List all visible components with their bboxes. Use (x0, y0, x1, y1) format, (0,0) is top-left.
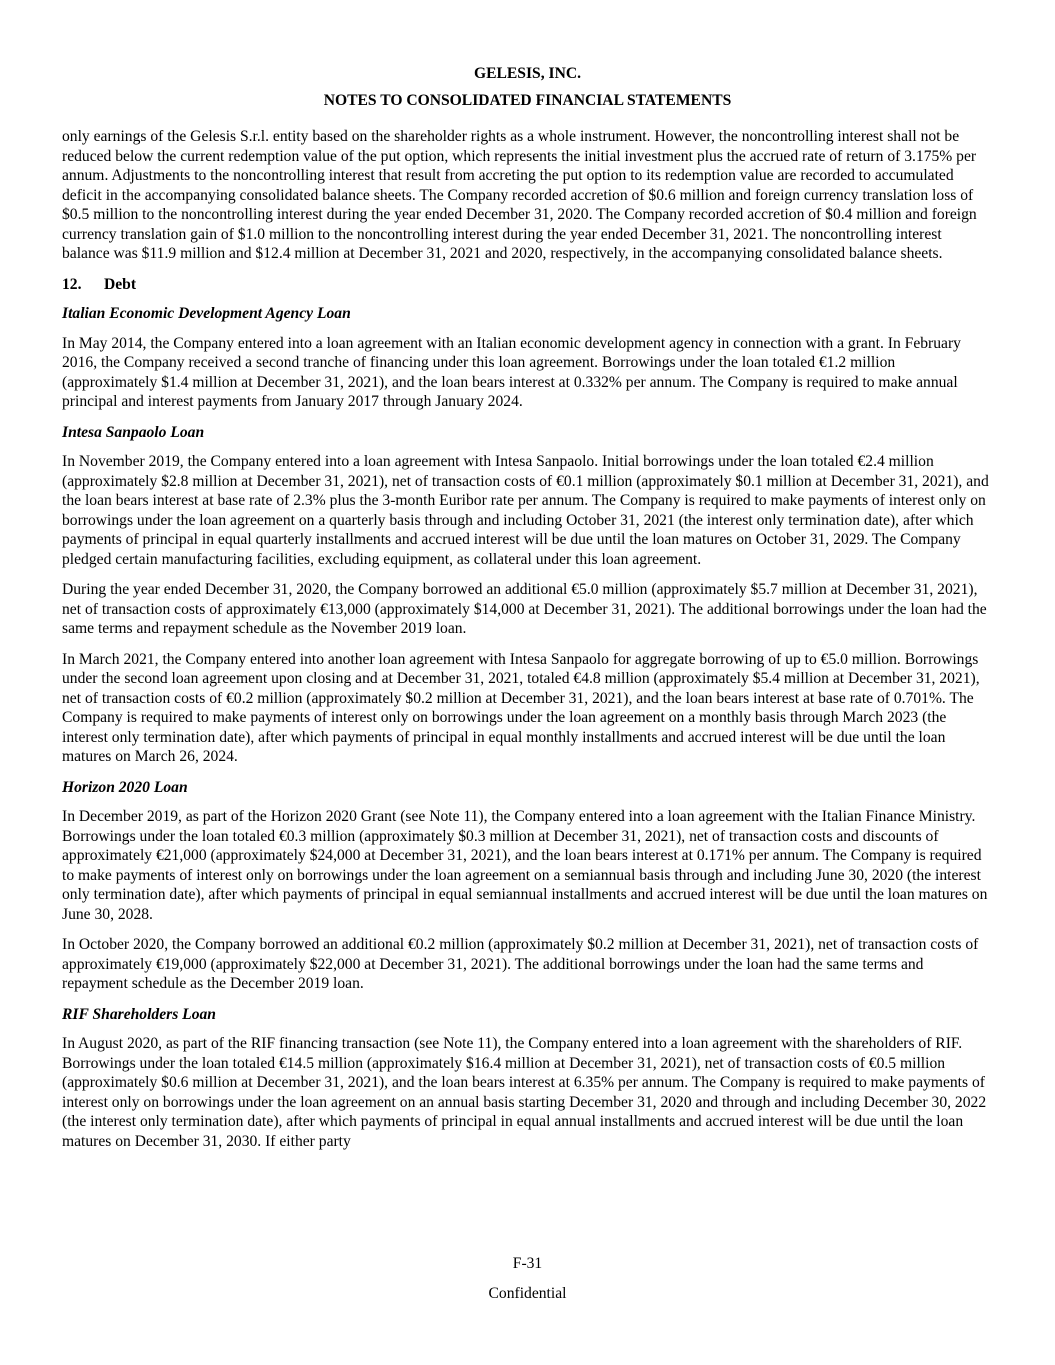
horizon-loan-paragraph-1: In December 2019, as part of the Horizon 2020 Grant (see Note 11), the Company entered into a loan agreement with the Italian Finance Ministry. Borrowings under the loan totaled €0.3 million (approximately $0.3 million at December 31, 2021), net of transaction costs and discounts of approximately €21,000 (approximately $24,000 at December 31, 2021), and the loan bears interest at 0.171% per annum. The Company is required to make payments of interest only on borrowings under the loan agreement on a semiannual basis through and including June 30, 2020 (the interest only termination date), after which payments of principal in equal semiannual installments and accrued interest will be due until the loan matures on June 30, 2028. (62, 808, 988, 923)
intesa-loan-heading: Intesa Sanpaolo Loan (62, 423, 205, 441)
company-name: GELESIS, INC. (473, 65, 582, 82)
italian-loan-heading: Italian Economic Development Agency Loan (62, 305, 351, 322)
page-subtitle: NOTES TO CONSOLIDATED FINANCIAL STATEMENTS (323, 92, 732, 109)
rif-loan-heading: RIF Shareholders Loan (62, 1005, 216, 1023)
horizon-loan-paragraph-2: In October 2020, the Company borrowed an additional €0.2 million (approximately $0.2 million at December 31, 2021), net of transaction costs of approximately €19,000 (approximately $22,000 at December 31, 2021). The additional borrowings under the loan had the same terms and repayment schedule as the December 2019 loan. (62, 936, 979, 992)
section-heading (62, 275, 992, 295)
intesa-loan-paragraph-2: During the year ended December 31, 2020, the Company borrowed an additional €5.0 million (approximately $5.7 million at December 31, 2021), net of transaction costs of approximately €13,000 (approximately $14,000 at December 31, 2021). The additional borrowings under the loan had the same terms and repayment schedule as the November 2019 loan. (62, 581, 987, 637)
intro-paragraph: only earnings of the Gelesis S.r.l. entity based on the shareholder rights as a whole instrument. However, the noncontrolling interest shall not be reduced below the current redemption value of the put option, which represents the initial investment plus the accrued rate of return of 3.175% per annum. Adjustments to the noncontrolling interest that result from accreting the put option to its redemption value are recorded to accumulated deficit in the accompanying consolidated balance sheets. The Company recorded accretion of $0.6 million and foreign currency translation loss of $0.5 million to the noncontrolling interest during the year ended December 31, 2020. The Company recorded accretion of $0.4 million and foreign currency translation gain of $1.0 million to the noncontrolling interest during the year ended December 31, 2021. The noncontrolling interest balance was $11.9 million and $12.4 million at December 31, 2021 and 2020, respectively, in the accompanying consolidated balance sheets. (62, 128, 977, 262)
section-title: Debt (104, 275, 137, 293)
page-number: F-31 (512, 1255, 543, 1272)
intesa-loan-paragraph-3: In March 2021, the Company entered into another loan agreement with Intesa Sanpaolo for aggregate borrowing of up to €5.0 million. Borrowings under the second loan agreement upon closing and at December 31, 2021, totaled €4.8 million (approximately $5.4 million at December 31, 2021), net of transaction costs of €0.2 million (approximately $0.2 million at December 31, 2021), and the loan bears interest at base rate of 0.701%. The Company is required to make payments of interest only on borrowings under the loan agreement on a monthly basis through March 2023 (the interest only termination date), after which payments of principal in equal monthly installments and accrued interest will be due until the loan matures on March 26, 2024. (62, 650, 980, 765)
confidential-label: Confidential (488, 1285, 567, 1302)
intesa-loan-paragraph-1: In November 2019, the Company entered into a loan agreement with Intesa Sanpaolo. Initial borrowings under the loan totaled €2.4 million (approximately $2.8 million at December 31, 2021), net of transaction costs of €0.1 million (approximately $0.1 million at December 31, 2021), and the loan bears interest at base rate of 2.3% plus the 3-month Euribor rate per annum. The Company is required to make payments of interest only on borrowings under the loan agreement on a quarterly basis through and including October 31, 2021 (the interest only termination date), after which payments of principal in equal quarterly installments and accrued interest will be due until the loan matures on October 31, 2029. The Company pledged certain manufacturing facilities, excluding equipment, as collateral under this loan agreement. (62, 453, 989, 568)
document-body (62, 127, 992, 1162)
italian-loan-paragraph: In May 2014, the Company entered into a loan agreement with an Italian economic development agency in connection with a grant. In February 2016, the Company received a second tranche of financing under this loan agreement. Borrowings under the loan totaled €1.2 million (approximately $1.4 million at December 31, 2021), and the loan bears interest at 0.332% per annum. The Company is required to make annual principal and interest payments from January 2017 through January 2024. (62, 334, 961, 410)
horizon-loan-heading: Horizon 2020 Loan (62, 778, 188, 796)
rif-loan-paragraph: In August 2020, as part of the RIF financing transaction (see Note 11), the Company entered into a loan agreement with the shareholders of RIF. Borrowings under the loan totaled €14.5 million (approximately $16.4 million at December 31, 2021), net of transaction costs of €0.5 million (approximately $0.6 million at December 31, 2021), and the loan bears interest at 6.35% per annum. The Company is required to make payments of interest only on borrowings under the loan agreement on an annual basis starting December 31, 2020 and through and including December 30, 2022 (the interest only termination date), after which payments of principal in equal annual installments and accrued interest will be due until the loan matures on December 31, 2030. If either party (62, 1035, 987, 1150)
section-number: 12. (62, 275, 82, 293)
